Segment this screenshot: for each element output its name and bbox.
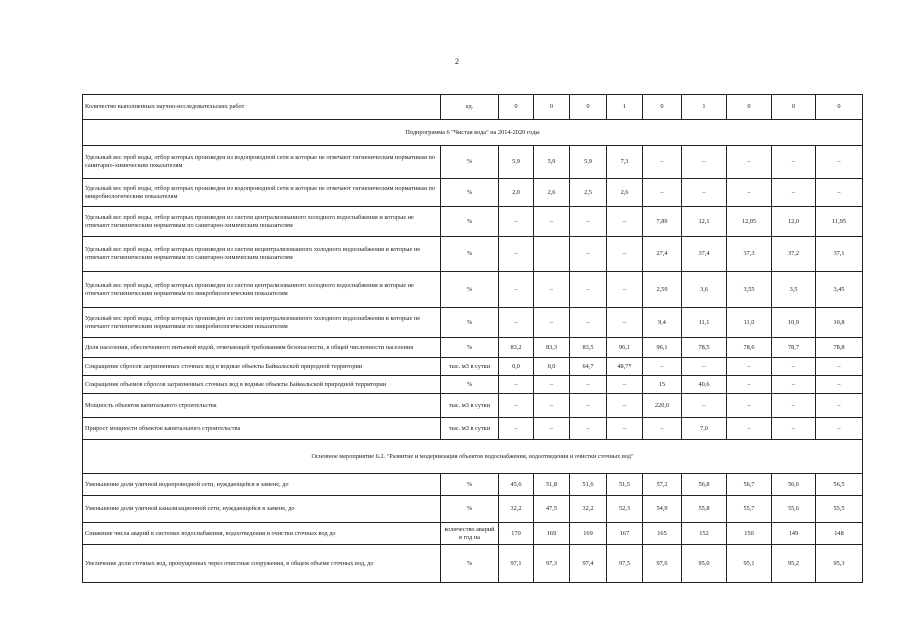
- value-cell: –: [570, 207, 607, 237]
- value-cell: [534, 237, 570, 272]
- indicator-name-cell: Количество выполненных научно-исследовательских работ: [83, 95, 441, 120]
- value-cell: 7,89: [643, 207, 682, 237]
- value-cell: –: [816, 179, 863, 207]
- value-cell: –: [682, 358, 727, 376]
- unit-cell: %: [441, 237, 499, 272]
- value-cell: –: [727, 358, 772, 376]
- unit-cell: %: [441, 376, 499, 394]
- value-cell: 78,6: [727, 338, 772, 358]
- value-cell: –: [534, 376, 570, 394]
- value-cell: 47,5: [534, 496, 570, 523]
- value-cell: –: [816, 418, 863, 440]
- value-cell: –: [727, 179, 772, 207]
- indicator-name-cell: Уменьшение доли уличной водопроводной сети, нуждающейся в замене, до: [83, 474, 441, 496]
- value-cell: 64,7: [570, 358, 607, 376]
- value-cell: –: [534, 272, 570, 308]
- unit-cell: %: [441, 338, 499, 358]
- value-cell: –: [534, 418, 570, 440]
- value-cell: 48,7*: [607, 358, 643, 376]
- value-cell: 37,3: [727, 237, 772, 272]
- value-cell: –: [727, 394, 772, 418]
- unit-cell: тыс. м3 в сутки: [441, 418, 499, 440]
- value-cell: 27,4: [643, 237, 682, 272]
- value-cell: –: [682, 146, 727, 179]
- indicator-name-cell: Удельный вес проб воды, отбор которых произведен из систем нецентрализованного холодного водоснабжения и которые не отвечают гигиеническим нормативам по санитарно-химическим показателям: [83, 237, 441, 272]
- value-cell: –: [607, 418, 643, 440]
- table-row: [83, 474, 863, 496]
- value-cell: 37,1: [816, 237, 863, 272]
- value-cell: 57,2: [643, 474, 682, 496]
- value-cell: 0: [643, 95, 682, 120]
- indicator-name-cell: Доля населения, обеспеченного питьевой водой, отвечающей требованиям безопасности, в общей численности населения: [83, 338, 441, 358]
- value-cell: 32,2: [499, 496, 534, 523]
- value-cell: 56,7: [727, 474, 772, 496]
- table-row: [83, 394, 863, 418]
- value-cell: 11,0: [727, 308, 772, 338]
- indicator-name-cell: Снижение числа аварий в системах водоснабжения, водоотведения и очистки сточных вод до: [83, 523, 441, 545]
- unit-cell: %: [441, 146, 499, 179]
- value-cell: 95,1: [727, 545, 772, 583]
- value-cell: 7,3: [607, 146, 643, 179]
- value-cell: 51,5: [607, 474, 643, 496]
- value-cell: 150: [727, 523, 772, 545]
- value-cell: 3,55: [727, 272, 772, 308]
- value-cell: 96,1: [643, 338, 682, 358]
- value-cell: 97,1: [499, 545, 534, 583]
- value-cell: –: [570, 418, 607, 440]
- value-cell: –: [499, 237, 534, 272]
- value-cell: 51,6: [570, 474, 607, 496]
- value-cell: 45,6: [499, 474, 534, 496]
- indicator-name-cell: Прирост мощности объектов капитального строительства: [83, 418, 441, 440]
- value-cell: 32,2: [570, 496, 607, 523]
- value-cell: –: [499, 272, 534, 308]
- table-row: [83, 308, 863, 338]
- indicator-name-cell: Удельный вес проб воды, отбор которых произведен из водопроводной сети и которые не отвечают гигиеническим нормативам по санитарно-химическим показателям: [83, 146, 441, 179]
- value-cell: 95,2: [772, 545, 816, 583]
- value-cell: –: [816, 376, 863, 394]
- section-header-row: [83, 120, 863, 146]
- value-cell: 37,2: [772, 237, 816, 272]
- value-cell: 220,0: [643, 394, 682, 418]
- value-cell: –: [643, 146, 682, 179]
- value-cell: 55,7: [727, 496, 772, 523]
- value-cell: –: [816, 358, 863, 376]
- value-cell: –: [607, 207, 643, 237]
- value-cell: –: [607, 376, 643, 394]
- unit-cell: количество аварий в год на: [441, 523, 499, 545]
- value-cell: –: [772, 418, 816, 440]
- value-cell: –: [570, 376, 607, 394]
- indicator-name-cell: Уменьшение доли уличной канализационной сети, нуждающейся в замене, до: [83, 496, 441, 523]
- value-cell: 56,8: [682, 474, 727, 496]
- value-cell: –: [607, 272, 643, 308]
- value-cell: –: [570, 308, 607, 338]
- value-cell: 167: [607, 523, 643, 545]
- value-cell: –: [682, 394, 727, 418]
- value-cell: –: [643, 179, 682, 207]
- value-cell: 0: [534, 95, 570, 120]
- value-cell: 37,4: [682, 237, 727, 272]
- value-cell: –: [772, 376, 816, 394]
- value-cell: 12,0: [772, 207, 816, 237]
- value-cell: 83,5: [570, 338, 607, 358]
- value-cell: 56,5: [816, 474, 863, 496]
- table-row: [83, 523, 863, 545]
- value-cell: 2,59: [643, 272, 682, 308]
- value-cell: 165: [643, 523, 682, 545]
- value-cell: 0: [816, 95, 863, 120]
- value-cell: 12,05: [727, 207, 772, 237]
- table-row: [83, 545, 863, 583]
- table-body: [83, 95, 863, 583]
- value-cell: –: [570, 272, 607, 308]
- value-cell: 149: [772, 523, 816, 545]
- value-cell: –: [643, 358, 682, 376]
- unit-cell: %: [441, 179, 499, 207]
- value-cell: 95,0: [682, 545, 727, 583]
- value-cell: 54,9: [643, 496, 682, 523]
- value-cell: 1: [682, 95, 727, 120]
- unit-cell: %: [441, 474, 499, 496]
- table-row: [83, 496, 863, 523]
- value-cell: –: [534, 207, 570, 237]
- indicator-name-cell: Сокращение объемов сбросов загрязненных сточных вод в водные объекты Байкальской природной территории: [83, 376, 441, 394]
- section-title: Подпрограмма 6 "Чистая вода" на 2014-2020 годы: [83, 120, 863, 146]
- value-cell: 11,1: [682, 308, 727, 338]
- value-cell: –: [607, 237, 643, 272]
- value-cell: –: [772, 358, 816, 376]
- value-cell: –: [499, 394, 534, 418]
- value-cell: –: [816, 146, 863, 179]
- value-cell: 148: [816, 523, 863, 545]
- table-row: [83, 418, 863, 440]
- value-cell: –: [772, 146, 816, 179]
- unit-cell: %: [441, 308, 499, 338]
- value-cell: 78,5: [682, 338, 727, 358]
- unit-cell: тыс. м3 в сутки: [441, 394, 499, 418]
- value-cell: 9,4: [643, 308, 682, 338]
- value-cell: 10,8: [816, 308, 863, 338]
- table-row: [83, 272, 863, 308]
- indicator-name-cell: Сокращение сбросов загрязненных сточных вод в водные объекты Байкальской природной территории: [83, 358, 441, 376]
- value-cell: 3,45: [816, 272, 863, 308]
- value-cell: 0,0: [534, 358, 570, 376]
- value-cell: 10,9: [772, 308, 816, 338]
- value-cell: –: [772, 394, 816, 418]
- value-cell: 96,1: [607, 338, 643, 358]
- table-row: [83, 376, 863, 394]
- value-cell: 0: [570, 95, 607, 120]
- value-cell: –: [682, 179, 727, 207]
- value-cell: 0: [772, 95, 816, 120]
- value-cell: 11,95: [816, 207, 863, 237]
- unit-cell: %: [441, 496, 499, 523]
- section-title: Основное мероприятие 6.2. "Развитие и модернизация объектов водоснабжения, водоотведения и очистки сточных вод": [83, 440, 863, 474]
- value-cell: 52,3: [607, 496, 643, 523]
- unit-cell: %: [441, 272, 499, 308]
- value-cell: 78,7: [772, 338, 816, 358]
- value-cell: 97,6: [643, 545, 682, 583]
- section-header-row: [83, 440, 863, 474]
- value-cell: 40,6: [682, 376, 727, 394]
- indicator-name-cell: Удельный вес проб воды, отбор которых произведен из систем централизованного холодного водоснабжения и которые не отвечают гигиеническим нормативам по микробиологическим показателям: [83, 272, 441, 308]
- value-cell: 2,0: [499, 179, 534, 207]
- value-cell: –: [643, 418, 682, 440]
- value-cell: 97,3: [534, 545, 570, 583]
- value-cell: –: [499, 207, 534, 237]
- value-cell: 97,5: [607, 545, 643, 583]
- value-cell: 2,5: [570, 179, 607, 207]
- value-cell: 83,3: [534, 338, 570, 358]
- value-cell: –: [499, 418, 534, 440]
- table-row: [83, 146, 863, 179]
- table-row: [83, 358, 863, 376]
- value-cell: –: [534, 394, 570, 418]
- value-cell: 169: [570, 523, 607, 545]
- value-cell: 5,9: [499, 146, 534, 179]
- value-cell: 95,3: [816, 545, 863, 583]
- table-row: [83, 207, 863, 237]
- value-cell: –: [772, 179, 816, 207]
- value-cell: –: [534, 308, 570, 338]
- value-cell: 3,6: [682, 272, 727, 308]
- value-cell: –: [727, 376, 772, 394]
- value-cell: –: [607, 394, 643, 418]
- indicator-name-cell: Удельный вес проб воды, отбор которых произведен из систем централизованного холодного водоснабжения и которые не отвечают гигиеническим нормативам по санитарно-химическим показателям: [83, 207, 441, 237]
- value-cell: 55,8: [682, 496, 727, 523]
- indicator-name-cell: Увеличение доли сточных вод, пропущенных через очистные сооружения, в общем объеме сточных вод, до: [83, 545, 441, 583]
- value-cell: 169: [534, 523, 570, 545]
- value-cell: –: [499, 376, 534, 394]
- value-cell: 2,6: [534, 179, 570, 207]
- unit-cell: ед.: [441, 95, 499, 120]
- value-cell: 152: [682, 523, 727, 545]
- value-cell: 55,5: [816, 496, 863, 523]
- table-row: [83, 95, 863, 120]
- indicators-table: [82, 94, 863, 583]
- table-row: [83, 237, 863, 272]
- value-cell: –: [607, 308, 643, 338]
- value-cell: 0: [499, 95, 534, 120]
- value-cell: 12,1: [682, 207, 727, 237]
- value-cell: 5,9: [534, 146, 570, 179]
- indicator-name-cell: Мощность объектов капитального строительства: [83, 394, 441, 418]
- value-cell: 0,0: [499, 358, 534, 376]
- value-cell: 3,5: [772, 272, 816, 308]
- value-cell: 7,0: [682, 418, 727, 440]
- value-cell: 56,6: [772, 474, 816, 496]
- unit-cell: %: [441, 207, 499, 237]
- page-number-mark: 2: [455, 57, 459, 66]
- value-cell: –: [727, 146, 772, 179]
- value-cell: 83,2: [499, 338, 534, 358]
- value-cell: 5,9: [570, 146, 607, 179]
- table-row: [83, 338, 863, 358]
- value-cell: 2,6: [607, 179, 643, 207]
- indicator-name-cell: Удельный вес проб воды, отбор которых произведен из систем нецентрализованного холодного водоснабжения и которые не отвечают гигиеническим нормативам по микробиологическим показателям: [83, 308, 441, 338]
- value-cell: 1: [607, 95, 643, 120]
- unit-cell: %: [441, 545, 499, 583]
- value-cell: 170: [499, 523, 534, 545]
- unit-cell: тыс. м3 в сутки: [441, 358, 499, 376]
- table-row: [83, 179, 863, 207]
- value-cell: –: [816, 394, 863, 418]
- value-cell: –: [499, 308, 534, 338]
- value-cell: –: [570, 394, 607, 418]
- value-cell: –: [727, 418, 772, 440]
- value-cell: 97,4: [570, 545, 607, 583]
- value-cell: 78,8: [816, 338, 863, 358]
- value-cell: 0: [727, 95, 772, 120]
- indicator-name-cell: Удельный вес проб воды, отбор которых произведен из водопроводной сети и которые не отвечают гигиеническим нормативам по микробиологическим показателям: [83, 179, 441, 207]
- value-cell: –: [570, 237, 607, 272]
- value-cell: 15: [643, 376, 682, 394]
- value-cell: 51,8: [534, 474, 570, 496]
- value-cell: 55,6: [772, 496, 816, 523]
